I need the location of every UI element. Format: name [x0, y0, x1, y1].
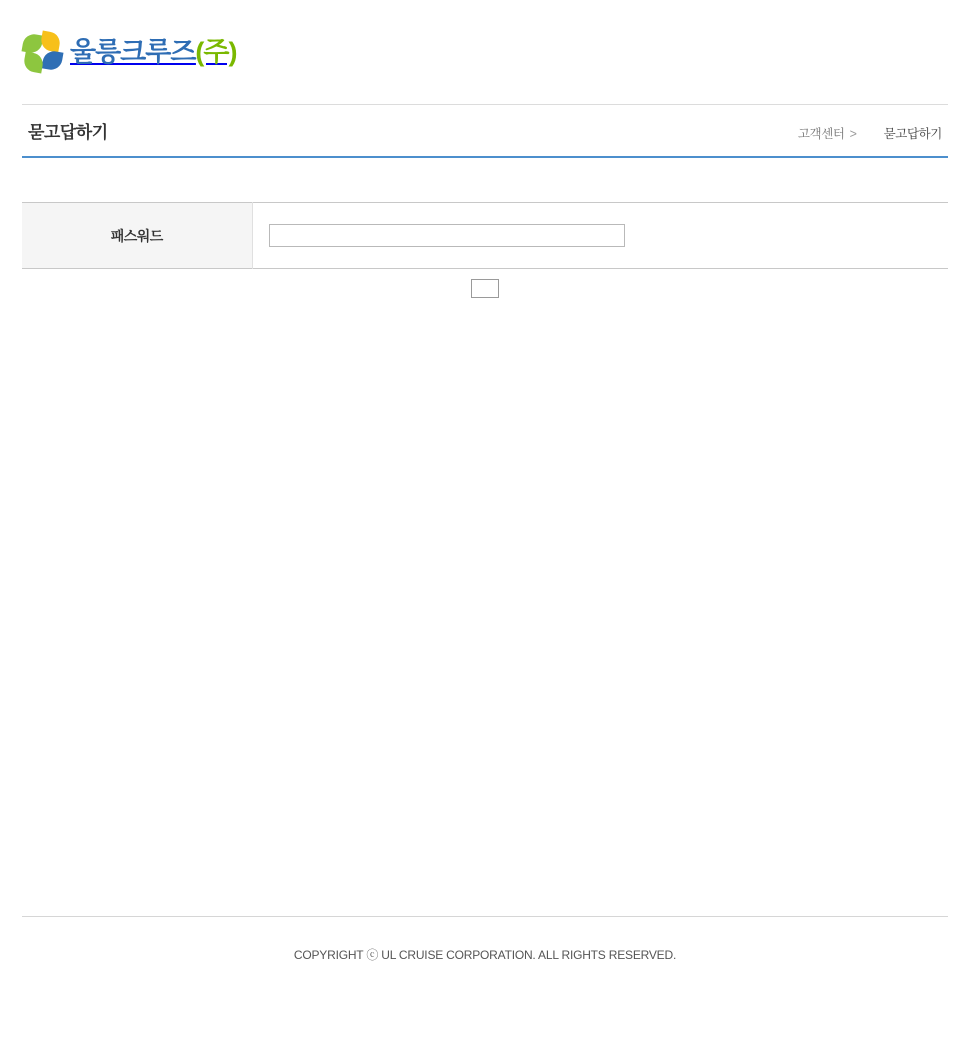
password-field-cell: [252, 203, 948, 269]
breadcrumb: [798, 124, 942, 142]
breadcrumb-separator-icon: >: [849, 127, 857, 141]
logo-text-main: 울릉크루즈: [70, 36, 196, 67]
site-logo-link[interactable]: [22, 29, 237, 75]
logo-text-suffix: (주): [195, 36, 237, 67]
password-input[interactable]: [269, 224, 625, 247]
password-form-table: [22, 202, 948, 269]
main-content: [22, 158, 948, 858]
page-title-bar: [22, 104, 948, 158]
logo-text: [70, 36, 237, 67]
password-label: 패스워드: [22, 203, 252, 269]
submit-button[interactable]: [471, 279, 499, 298]
page-title: 묻고답하기: [28, 123, 108, 142]
pinwheel-logo-icon: [22, 32, 62, 72]
form-button-row: [22, 279, 948, 298]
breadcrumb-item-current: 묻고답하기: [883, 127, 942, 141]
breadcrumb-item-root[interactable]: 고객센터: [797, 127, 845, 141]
site-header: [0, 0, 970, 104]
copyright-text: COPYRIGHT ⓒ UL CRUISE CORPORATION. ALL RIGHTS RESERVED.: [293, 948, 677, 962]
site-footer: [0, 916, 970, 1042]
table-row: [22, 203, 948, 269]
content-top-spacer: [22, 158, 948, 202]
